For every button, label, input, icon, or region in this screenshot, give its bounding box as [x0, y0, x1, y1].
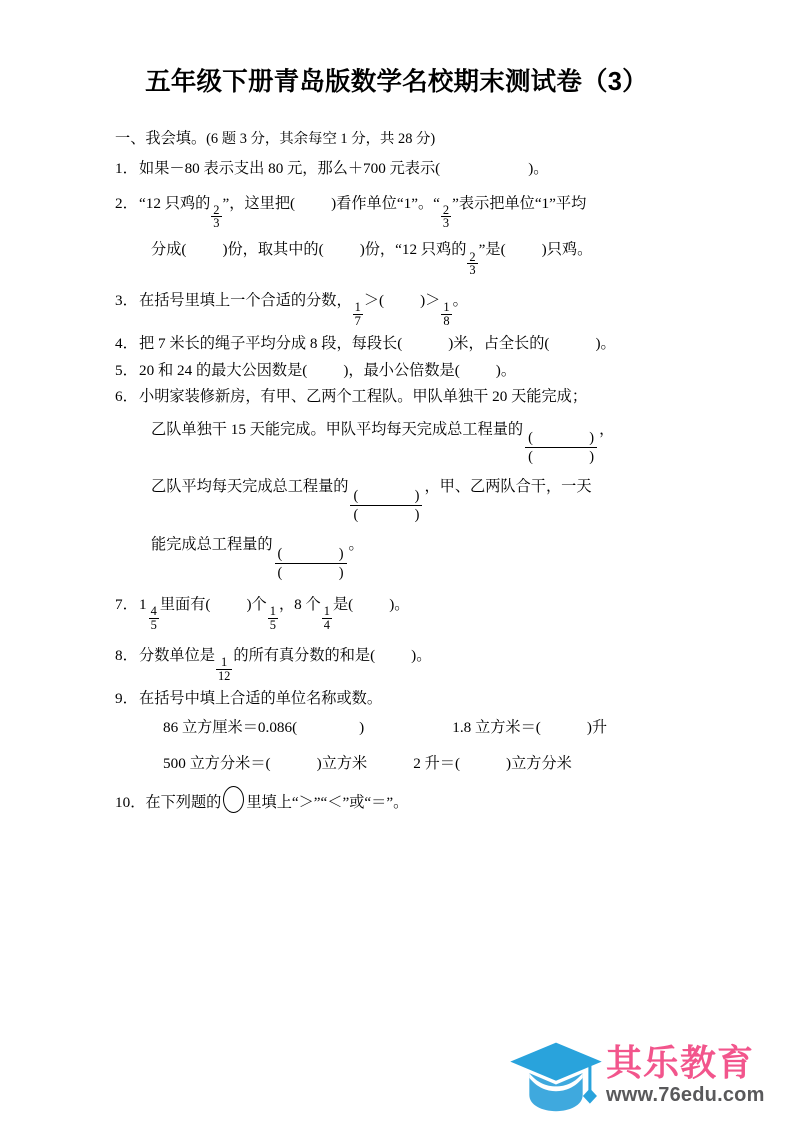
question-9-heading-line	[115, 689, 701, 710]
question-7-text-d: 是(	[332, 595, 354, 613]
question-10-line	[115, 786, 701, 818]
fraction-1-7	[353, 301, 363, 327]
fraction-denominator: 3	[442, 216, 450, 231]
fraction-numerator: 2	[442, 202, 450, 217]
question-2	[115, 186, 701, 278]
brand-url: www.76edu.com	[606, 1083, 765, 1106]
question-3-text-b: ＞(	[363, 292, 385, 310]
question-6-l4-a: 能完成总工程量的	[151, 536, 273, 554]
fraction-numerator: 1	[354, 300, 361, 315]
paren-open: (	[277, 545, 283, 562]
question-3-text-c: )＞	[420, 292, 441, 310]
fraction-numerator: 4	[150, 603, 157, 618]
question-7-number: 7．	[115, 595, 138, 613]
question-7	[115, 587, 701, 632]
fraction-1-12	[216, 656, 232, 682]
fraction-denominator: 5	[150, 617, 157, 632]
question-10-text-a: 在下列题的	[145, 793, 222, 811]
fraction-denominator: 12	[217, 668, 231, 683]
fraction-denominator: 7	[354, 314, 361, 329]
fraction-denominator: 3	[213, 216, 220, 231]
fraction-1-4	[322, 605, 332, 631]
question-6-l3-b: ，甲、乙两队合干，一天	[424, 478, 592, 496]
fraction-2-3	[467, 251, 477, 277]
question-4-text-a: 把 7 米长的绳子平均分成 8 段，每段长(	[139, 335, 403, 353]
fraction-denominator: 4	[323, 617, 330, 632]
question-1-number: 1．	[115, 160, 138, 178]
blank-fraction-numerator[interactable]	[350, 488, 422, 505]
paren-open: (	[353, 487, 359, 504]
question-2-l2-c: )份，“12 只鸡的	[359, 241, 467, 259]
fraction-denominator: 3	[469, 263, 476, 278]
question-2-l2-a: 分成(	[151, 241, 187, 259]
question-6-line-4	[115, 525, 701, 581]
question-7-line	[115, 587, 701, 632]
question-7-text-b: )个	[246, 595, 267, 613]
fraction-4-5	[149, 605, 159, 631]
paren-close: )	[589, 430, 595, 447]
blank-fraction-denominator[interactable]	[350, 505, 422, 523]
question-3-text-a: 在括号里填上一个合适的分数，	[139, 292, 352, 310]
paren-close: )	[414, 506, 420, 523]
question-9-number: 9．	[115, 689, 138, 707]
question-6-l2-b: ，	[599, 420, 615, 438]
blank-fraction-denominator[interactable]	[275, 563, 347, 581]
question-2-l1-c: )看作单位“1”。“	[331, 194, 440, 212]
fraction-2-3	[441, 204, 451, 230]
question-6-line-3	[115, 467, 701, 523]
fraction-1-8	[441, 301, 451, 327]
question-8-text-c: )。	[411, 646, 432, 664]
question-3-text-d: 。	[452, 292, 468, 310]
q9-r1-left-a: 86 立方厘米＝0.086(	[163, 719, 298, 737]
question-5-text-c: )。	[495, 361, 517, 379]
logo-text-block	[606, 1044, 765, 1106]
fraction-denominator: 8	[443, 314, 450, 329]
fraction-numerator: 2	[469, 249, 476, 264]
question-3-number: 3．	[115, 292, 138, 310]
question-4-text-b: )米，占全长的(	[448, 335, 550, 353]
question-9-heading: 在括号中填上合适的单位名称或数。	[139, 689, 382, 707]
question-5-text-b: )，最小公倍数是(	[343, 361, 460, 379]
question-7-text-a: 里面有(	[159, 595, 211, 613]
mixed-whole-part: 1	[139, 595, 147, 613]
paren-open: (	[528, 430, 533, 447]
question-8-line	[115, 638, 701, 683]
question-5	[115, 361, 701, 382]
q9-r2-left-b: )立方米	[316, 754, 368, 772]
fraction-numerator: 1	[443, 300, 450, 315]
fraction-numerator: 1	[323, 603, 330, 618]
question-4-number: 4．	[115, 335, 138, 353]
paren-open: (	[353, 506, 359, 523]
question-6-number: 6．	[115, 388, 138, 406]
question-2-l2-b: )份，取其中的(	[222, 241, 324, 259]
question-9-row-2	[115, 747, 701, 780]
question-2-l2-e: )只鸡。	[541, 241, 593, 259]
fraction-2-3	[211, 204, 221, 230]
question-10	[115, 786, 701, 818]
question-4	[115, 334, 701, 355]
fraction-1-5	[268, 605, 278, 631]
question-2-l1-a: “12 只鸡的	[139, 194, 211, 212]
question-6-line-2	[115, 410, 701, 466]
question-6-l3-a: 乙队平均每天完成总工程量的	[151, 478, 349, 496]
section-label: 一、我会填。	[115, 130, 207, 148]
section-heading	[115, 129, 701, 149]
brand-name: 其乐教育	[606, 1042, 755, 1084]
question-1-text-a: 如果－80 表示支出 80 元，那么＋700 元表示(	[139, 160, 441, 178]
question-9-row-1	[115, 711, 701, 744]
q9-r2-right-b: )立方分米	[506, 754, 572, 772]
fraction-numerator: 2	[213, 202, 220, 217]
question-2-line-1	[115, 186, 701, 231]
question-7-text-c: ，8 个	[278, 595, 321, 613]
blank-fraction[interactable]	[275, 546, 347, 581]
question-6-l2-a: 乙队单独干 15 天能完成。甲队平均每天完成总工程量的	[151, 420, 524, 438]
question-3	[115, 283, 701, 328]
question-4-line	[115, 334, 701, 355]
q9-r2-right-a: 2 升＝(	[413, 754, 461, 772]
footer-logo	[508, 1032, 793, 1118]
question-10-number: 10．	[115, 793, 146, 811]
paren-close: )	[338, 545, 344, 562]
question-2-l2-d: ”是(	[478, 241, 506, 259]
fraction-numerator: 1	[269, 603, 276, 618]
q9-r1-right-b: )升	[586, 719, 608, 737]
q9-r1-left-b: )	[359, 719, 365, 737]
question-6-l1: 小明家装修新房，有甲、乙两个工程队。甲队单独干 20 天能完成；	[139, 388, 588, 406]
question-8-text-a: 分数单位是	[139, 646, 215, 664]
question-6-l4-b: 。	[348, 536, 364, 554]
question-2-number: 2．	[115, 194, 138, 212]
mixed-number	[139, 595, 160, 632]
fraction-numerator: 1	[221, 654, 228, 669]
question-7-text-e: )。	[389, 595, 410, 613]
question-2-l1-b: ”，这里把(	[222, 194, 296, 212]
paren-open: (	[528, 449, 533, 466]
question-6	[115, 387, 701, 581]
exam-body	[0, 129, 793, 818]
question-8-number: 8．	[115, 646, 138, 664]
question-2-l1-d: ”表示把单位“1”平均	[452, 194, 587, 212]
graduation-cap-icon	[508, 1035, 604, 1115]
question-8	[115, 638, 701, 683]
question-5-text-a: 20 和 24 的最大公因数是(	[139, 361, 308, 379]
question-10-text-b: 里填上“＞”“＜”或“＝”。	[246, 793, 409, 811]
blank-fraction-numerator[interactable]	[275, 546, 347, 563]
paren-open: (	[277, 564, 283, 581]
question-5-number: 5．	[115, 361, 138, 379]
question-1	[115, 159, 701, 180]
paren-close: )	[338, 564, 344, 581]
question-8-text-b: 的所有真分数的和是(	[233, 646, 376, 664]
question-9	[115, 689, 701, 780]
question-3-line	[115, 283, 701, 328]
question-1-line	[115, 159, 701, 180]
page-title: 五年级下册青岛版数学名校期末测试卷（3）	[145, 68, 648, 96]
circle-answer-slot[interactable]	[223, 786, 244, 813]
blank-fraction[interactable]	[350, 488, 422, 523]
q9-r2-left-a: 500 立方分米＝(	[163, 754, 271, 772]
blank-fraction[interactable]	[525, 430, 597, 465]
blank-fraction-denominator[interactable]	[525, 447, 597, 465]
question-2-line-2	[115, 232, 701, 277]
question-6-line-1	[115, 387, 701, 408]
paren-close: )	[589, 449, 595, 466]
section-scoring: (6 题 3 分，其余每空 1 分，共 28 分)	[206, 131, 436, 148]
question-5-line	[115, 361, 701, 382]
q9-r1-right-a: 1.8 立方米＝(	[452, 719, 541, 737]
fraction-denominator: 5	[269, 617, 276, 632]
paren-close: )	[414, 487, 420, 504]
question-4-text-c: )。	[595, 335, 616, 353]
blank-fraction-numerator[interactable]	[525, 430, 597, 447]
question-1-text-b: )。	[528, 160, 549, 178]
